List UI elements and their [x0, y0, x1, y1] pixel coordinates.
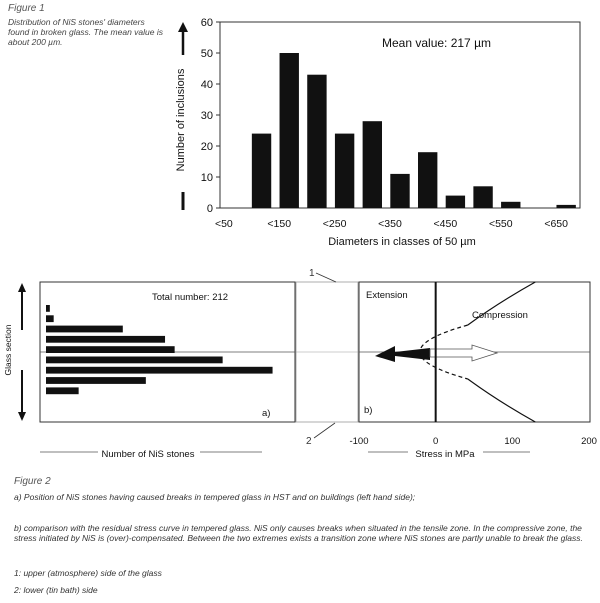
y-tick-label: 30 [200, 110, 213, 122]
y-tick-label: 40 [200, 79, 213, 91]
panel-a-y-axis-label: Glass section [3, 324, 13, 376]
tension-arrow [375, 346, 430, 362]
panel-b-x-axis-label: Stress in MPa [415, 449, 475, 460]
histogram-bar [556, 205, 575, 208]
panel-a-x-axis-label: Number of NiS stones [101, 449, 195, 460]
annotation-2-pointer [314, 423, 335, 438]
nis-bar [46, 367, 273, 374]
figure2-note-2: 2: lower (tin bath) side [14, 585, 98, 595]
stress-tick-label: 0 [433, 436, 439, 447]
nis-bar [46, 315, 54, 322]
x-tick-label: <350 [378, 218, 402, 230]
figure1-caption: Distribution of NiS stones' diameters found in broken glass. The mean value is about 200 µm. [8, 17, 163, 47]
nis-bar [46, 336, 165, 343]
stress-tick-label: -100 [349, 436, 369, 447]
histogram-bar [335, 134, 354, 208]
histogram-bar [307, 75, 326, 208]
figure2-caption-a: a) Position of NiS stones having caused breaks in tempered glass in HST and on buildings (left hand side); [14, 492, 416, 502]
y-axis-arrow-head [178, 22, 188, 32]
figure2-note-1: 1: upper (atmosphere) side of the glass [14, 568, 162, 578]
histogram-y-axis-label: Number of inclusions [175, 68, 187, 172]
compression-arrow [430, 345, 497, 361]
x-tick-label: <550 [488, 218, 513, 230]
x-tick-label: <250 [322, 218, 347, 230]
separator-gap [296, 268, 358, 447]
compression-label: Compression [472, 310, 528, 321]
figure1-label: Figure 1 [8, 3, 45, 14]
histogram-x-axis-label: Diameters in classes of 50 µm [328, 236, 476, 248]
histogram-bar [418, 152, 437, 208]
annotation-1-pointer [316, 273, 336, 282]
stress-curve-bottom [468, 379, 535, 422]
stress-tick-label: 200 [581, 436, 597, 447]
histogram-bar [501, 202, 520, 208]
x-tick-label: <150 [267, 218, 292, 230]
x-tick-label: <50 [214, 218, 233, 230]
histogram-mean-label: Mean value: 217 µm [382, 36, 491, 50]
x-tick-label: <650 [544, 218, 568, 230]
panel-a-label: a) [262, 408, 271, 419]
y-tick-label: 10 [200, 172, 213, 184]
nis-bar [46, 377, 146, 384]
histogram-bar [280, 53, 299, 208]
nis-bar [46, 326, 123, 333]
annotation-1: 1 [309, 268, 315, 279]
figure2-label: Figure 2 [14, 476, 51, 487]
total-number-label: Total number: 212 [152, 292, 229, 303]
histogram-bar [252, 134, 271, 208]
y-tick-label: 20 [200, 141, 213, 153]
glass-section-arrow-top-head [18, 283, 26, 292]
stress-curve-panel [349, 282, 596, 460]
figure2-caption-b: b) comparison with the residual stress curve in tempered glass. NiS only causes breaks when situated in the tensile zone. In the compressive zone, the stress initiated by NiS is (over)-compensated. Between the two extremes exists a transition zone where NiS stones are partly unable to break the glass. [14, 523, 583, 543]
nis-bar [46, 357, 223, 364]
histogram-bar [390, 174, 409, 208]
y-tick-label: 60 [200, 17, 213, 29]
y-tick-label: 50 [200, 48, 213, 60]
nis-bar [46, 305, 50, 312]
nis-bar [46, 387, 79, 394]
histogram-bar [363, 121, 382, 208]
histogram-bar [473, 186, 492, 208]
nis-bar [46, 346, 175, 353]
extension-label: Extension [366, 290, 408, 301]
histogram-chart [175, 17, 580, 248]
x-tick-label: <450 [433, 218, 458, 230]
annotation-2: 2 [306, 436, 312, 447]
nis-stones-panel [3, 282, 295, 460]
y-tick-label: 0 [206, 203, 213, 215]
histogram-bar [446, 196, 465, 208]
glass-section-arrow-bottom-head [18, 412, 26, 421]
stress-tick-label: 100 [504, 436, 521, 447]
panel-b-label: b) [364, 405, 373, 416]
